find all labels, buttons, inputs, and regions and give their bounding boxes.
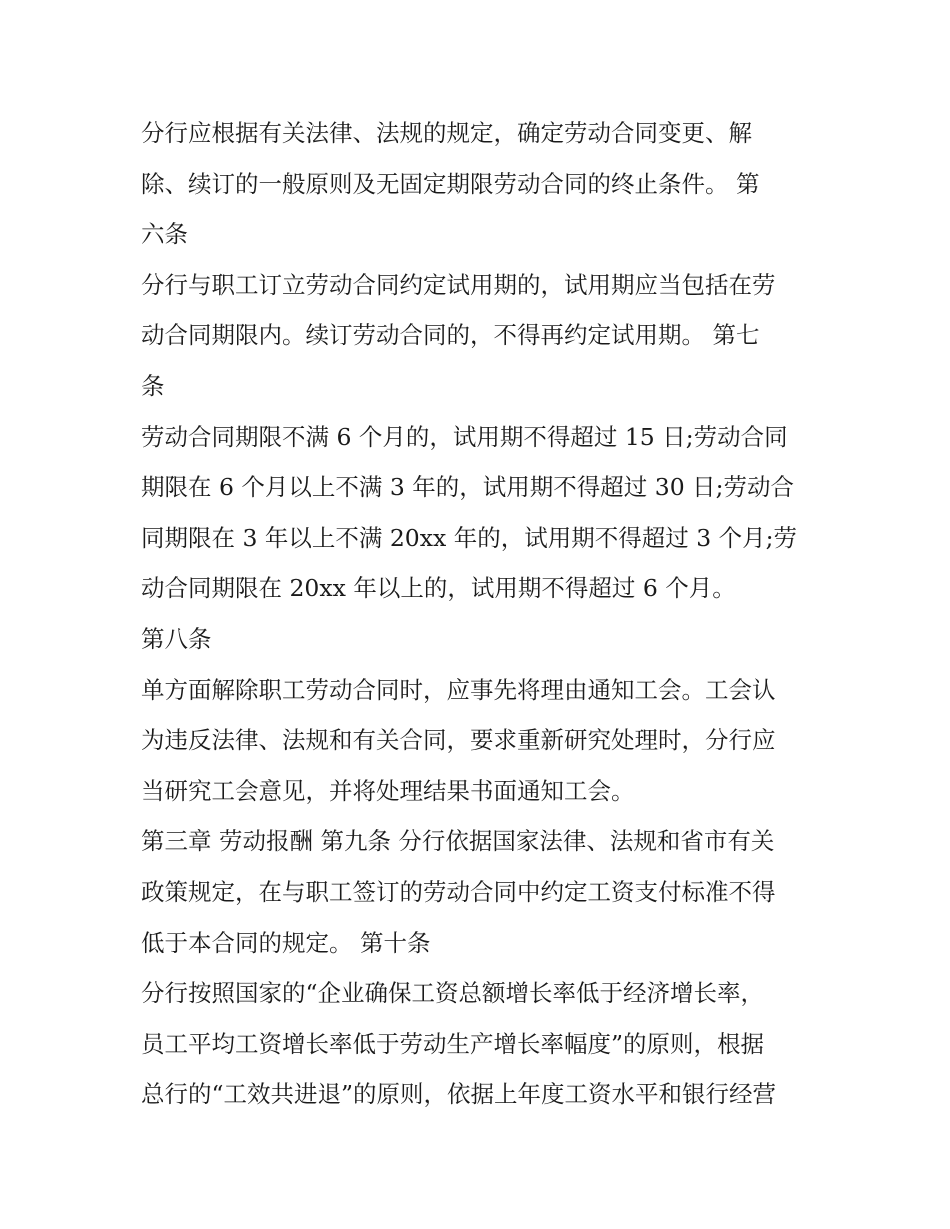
text-line: 为违反法律、法规和有关合同，要求重新研究处理时，分行应 bbox=[141, 726, 776, 755]
text-line: 员工平均工资增长率低于劳动生产增长率幅度”的原则，根据 bbox=[141, 1029, 765, 1058]
text-line: 六条 bbox=[141, 220, 188, 249]
text-line: 低于本合同的规定。 第十条 bbox=[141, 928, 431, 957]
text-line: 期限在 6 个月以上不满 3 年的，试用期不得超过 30 日;劳动合 bbox=[141, 473, 795, 502]
text-line: 动合同期限在 20xx 年以上的，试用期不得超过 6 个月。 bbox=[141, 574, 736, 603]
text-line: 总行的“工效共进退”的原则，依据上年度工资水平和银行经营 bbox=[141, 1080, 777, 1109]
text-line: 除、续订的一般原则及无固定期限劳动合同的终止条件。 第 bbox=[141, 169, 760, 198]
section-heading: 第八条 bbox=[141, 624, 212, 653]
text-line: 分行应根据有关法律、法规的规定，确定劳动合同变更、解 bbox=[141, 119, 752, 147]
document-body bbox=[141, 108, 821, 1120]
text-line: 同期限在 3 年以上不满 20xx 年的，试用期不得超过 3 个月;劳 bbox=[141, 523, 798, 552]
text-line: 分行与职工订立劳动合同约定试用期的，试用期应当包括在劳 bbox=[141, 270, 776, 299]
text-line: 单方面解除职工劳动合同时，应事先将理由通知工会。工会认 bbox=[141, 675, 776, 704]
text-line: 政策规定，在与职工签订的劳动合同中约定工资支付标准不得 bbox=[141, 877, 776, 906]
text-line: 当研究工会意见，并将处理结果书面通知工会。 bbox=[141, 776, 635, 805]
text-line: 动合同期限内。续订劳动合同的，不得再约定试用期。 第七 bbox=[141, 321, 760, 350]
text-line: 分行按照国家的“企业确保工资总额增长率低于经济增长率， bbox=[141, 979, 765, 1008]
text-line: 条 bbox=[141, 371, 165, 400]
text-line: 第三章 劳动报酬 第九条 分行依据国家法律、法规和省市有关 bbox=[141, 827, 775, 856]
text-line: 劳动合同期限不满 6 个月的，试用期不得超过 15 日;劳动合同 bbox=[141, 422, 788, 451]
